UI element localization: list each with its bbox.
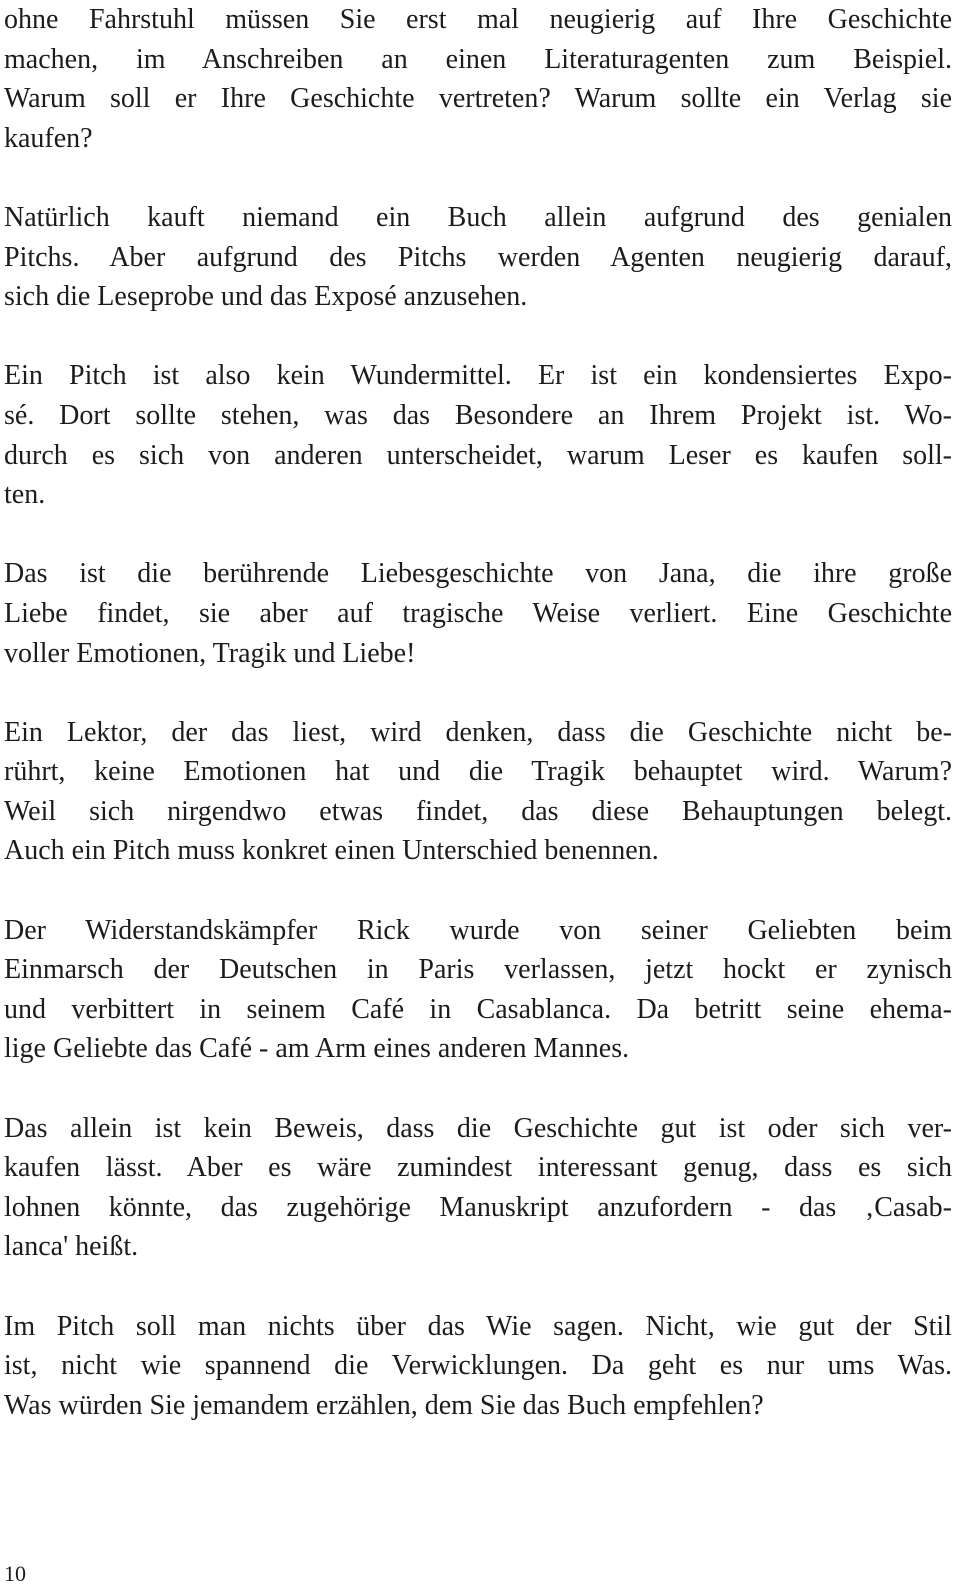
page-number: 10 [4, 1561, 26, 1586]
text-line: Ein Pitch ist also kein Wundermittel. Er ist ein kondensiertes Expo- [4, 360, 952, 392]
text-line: lige Geliebte das Café - am Arm eines anderen Mannes. [4, 1033, 630, 1065]
text-line: rührt, keine Emotionen hat und die Tragik behauptet wird. Warum? [4, 756, 952, 788]
text-line: Was würden Sie jemandem erzählen, dem Sie das Buch empfehlen? [4, 1389, 764, 1421]
text-line: Das allein ist kein Beweis, dass die Geschichte gut ist oder sich ver- [4, 1112, 952, 1144]
paragraph-1 [4, 0, 952, 158]
paragraph-2 [4, 198, 952, 317]
body-text [4, 0, 952, 1465]
text-line: voller Emotionen, Tragik und Liebe! [4, 637, 416, 669]
text-line: ist, nicht wie spannend die Verwicklungen. Da geht es nur ums Was. [4, 1350, 952, 1382]
text-line: lanca' heißt. [4, 1231, 139, 1263]
text-line: machen, im Anschreiben an einen Literaturagenten zum Beispiel. [4, 43, 952, 75]
text-line: ten. [4, 479, 46, 511]
text-line: lohnen könnte, das zugehörige Manuskript anzufordern - das ‚Casab- [4, 1191, 952, 1223]
text-line: Liebe findet, sie aber auf tragische Weise verliert. Eine Geschichte [4, 597, 952, 629]
text-line: und verbittert in seinem Café in Casablanca. Da betritt seine ehema- [4, 993, 952, 1025]
paragraph-8 [4, 1307, 952, 1426]
text-line: Das ist die berührende Liebesgeschichte von Jana, die ihre große [4, 558, 952, 590]
text-line: sich die Leseprobe und das Exposé anzusehen. [4, 281, 528, 313]
text-line: Natürlich kauft niemand ein Buch allein aufgrund des genialen [4, 201, 952, 233]
text-line: sé. Dort sollte stehen, was das Besondere an Ihrem Projekt ist. Wo- [4, 399, 952, 431]
text-line: Pitchs. Aber aufgrund des Pitchs werden Agenten neugierig darauf, [4, 241, 952, 273]
text-line: Ein Lektor, der das liest, wird denken, dass die Geschichte nicht be- [4, 716, 952, 748]
paragraph-4 [4, 554, 952, 673]
text-line: Im Pitch soll man nichts über das Wie sagen. Nicht, wie gut der Stil [4, 1310, 952, 1342]
text-line: kaufen? [4, 122, 93, 154]
paragraph-7 [4, 1109, 952, 1267]
text-line: durch es sich von anderen unterscheidet, warum Leser es kaufen soll- [4, 439, 952, 471]
paragraph-6 [4, 911, 952, 1069]
text-line: kaufen lässt. Aber es wäre zumindest interessant genug, dass es sich [4, 1152, 952, 1184]
text-line: Weil sich nirgendwo etwas findet, das diese Behauptungen belegt. [4, 795, 952, 827]
text-line: Warum soll er Ihre Geschichte vertreten? Warum sollte ein Verlag sie [4, 83, 952, 115]
text-line: Der Widerstandskämpfer Rick wurde von seiner Geliebten beim [4, 914, 952, 946]
text-line: Auch ein Pitch muss konkret einen Unterschied benennen. [4, 835, 659, 867]
paragraph-3 [4, 356, 952, 514]
paragraph-5 [4, 713, 952, 871]
text-line: ohne Fahrstuhl müssen Sie erst mal neugierig auf Ihre Geschichte [4, 4, 952, 35]
text-line: Einmarsch der Deutschen in Paris verlassen, jetzt hockt er zynisch [4, 954, 952, 986]
